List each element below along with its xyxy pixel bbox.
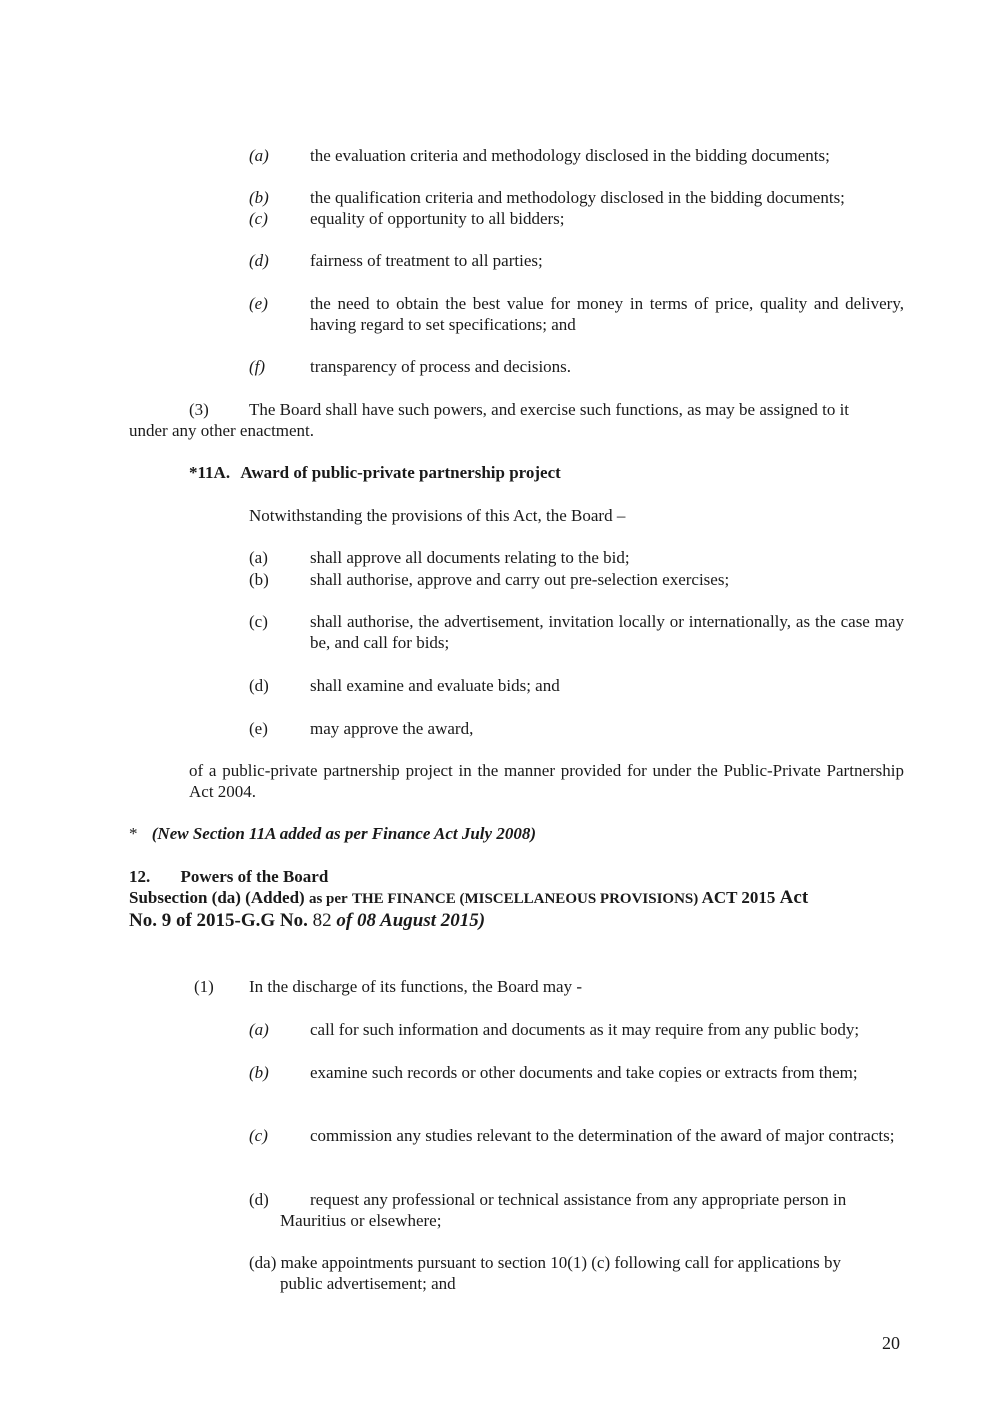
- list-label: (d): [249, 676, 269, 695]
- amendment-act-year: ACT 2015: [701, 888, 776, 907]
- list-item-text-continued: Mauritius or elsewhere;: [280, 1211, 442, 1230]
- list-label: (e): [249, 294, 268, 313]
- section-title: Award of public-private partnership project: [240, 463, 561, 482]
- list-item-text: may approve the award,: [310, 719, 474, 738]
- list-item-text: examine such records or other documents and take copies or extracts from them;: [310, 1063, 858, 1082]
- section-number: *11A.: [189, 463, 231, 482]
- amendment-act-word: Act: [779, 887, 809, 908]
- list-item-text-continued: public advertisement; and: [280, 1274, 456, 1293]
- note-text: (New Section 11A added as per Finance Act July 2008): [151, 824, 536, 843]
- list-label: (c): [249, 1126, 268, 1145]
- list-label: (a): [249, 1020, 269, 1039]
- section-intro: Notwithstanding the provisions of this Act, the Board –: [249, 506, 626, 525]
- list-label: (a): [249, 548, 268, 567]
- paragraph-text-continued: under any other enactment.: [129, 421, 315, 440]
- list-label: (e): [249, 719, 268, 738]
- amendment-note: [129, 823, 536, 844]
- list-item-text: (da) make appointments pursuant to section 10(1) (c) following call for applications by: [249, 1253, 842, 1272]
- list-label: (f): [249, 357, 266, 376]
- list-label: (b): [249, 1063, 269, 1082]
- gazette-ref: No. 9 of 2015-G.G No.: [129, 910, 308, 931]
- list-item-text: shall approve all documents relating to the bid;: [310, 548, 630, 567]
- list-label: (b): [249, 570, 269, 589]
- amendment-act-name: THE FINANCE (MISCELLANEOUS PROVISIONS): [351, 891, 699, 907]
- list-item-text: the evaluation criteria and methodology disclosed in the bidding documents;: [310, 146, 830, 165]
- amendment-as-per: as per: [308, 891, 348, 907]
- section-heading: [189, 462, 561, 483]
- list-label: (d): [249, 251, 269, 270]
- note-asterisk: *: [129, 824, 138, 843]
- section-closing: of a public-private partnership project in the manner provided for under the Public-Private Partnership Act 2004.: [189, 761, 904, 801]
- list-item-text: fairness of treatment to all parties;: [310, 251, 543, 270]
- list-item-text: shall authorise, approve and carry out pre-selection exercises;: [310, 570, 730, 589]
- list-label: (b): [249, 188, 269, 207]
- list-item-text: call for such information and documents as it may require from any public body;: [310, 1020, 860, 1039]
- page-number: 20: [882, 1333, 900, 1353]
- paragraph-number: (3): [189, 400, 209, 419]
- list-label: (c): [249, 612, 268, 631]
- paragraph-text: The Board shall have such powers, and exercise such functions, as may be assigned to it: [249, 400, 850, 419]
- list-label: (a): [249, 146, 269, 165]
- list-item-text: equality of opportunity to all bidders;: [310, 209, 565, 228]
- list-label: (c): [249, 209, 268, 228]
- gazette-number: 82: [312, 910, 332, 931]
- list-item-text: the qualification criteria and methodology disclosed in the bidding documents;: [310, 188, 845, 207]
- amendment-line-2: [129, 910, 485, 931]
- list-label: (d): [249, 1190, 269, 1209]
- section-number: 12.: [129, 867, 151, 886]
- paragraph-number: (1): [194, 977, 214, 996]
- list-item-text: the need to obtain the best value for money in terms of price, quality and delivery, having regard to set specifications; and: [310, 294, 904, 334]
- gazette-date: of 08 August 2015): [336, 910, 486, 931]
- list-item-text: request any professional or technical assistance from any appropriate person in: [310, 1190, 847, 1209]
- paragraph-text: In the discharge of its functions, the Board may -: [249, 977, 582, 996]
- section-heading: [129, 866, 328, 887]
- list-item-text: shall examine and evaluate bids; and: [310, 676, 560, 695]
- amendment-line: [129, 887, 904, 910]
- list-item-text: shall authorise, the advertisement, invitation locally or internationally, as the case may be, and call for bids;: [310, 612, 904, 652]
- list-item-text: transparency of process and decisions.: [310, 357, 572, 376]
- section-title: Powers of the Board: [180, 867, 329, 886]
- list-item-text: commission any studies relevant to the determination of the award of major contracts;: [310, 1126, 895, 1145]
- subsection-added: Subsection (da) (Added): [129, 888, 305, 907]
